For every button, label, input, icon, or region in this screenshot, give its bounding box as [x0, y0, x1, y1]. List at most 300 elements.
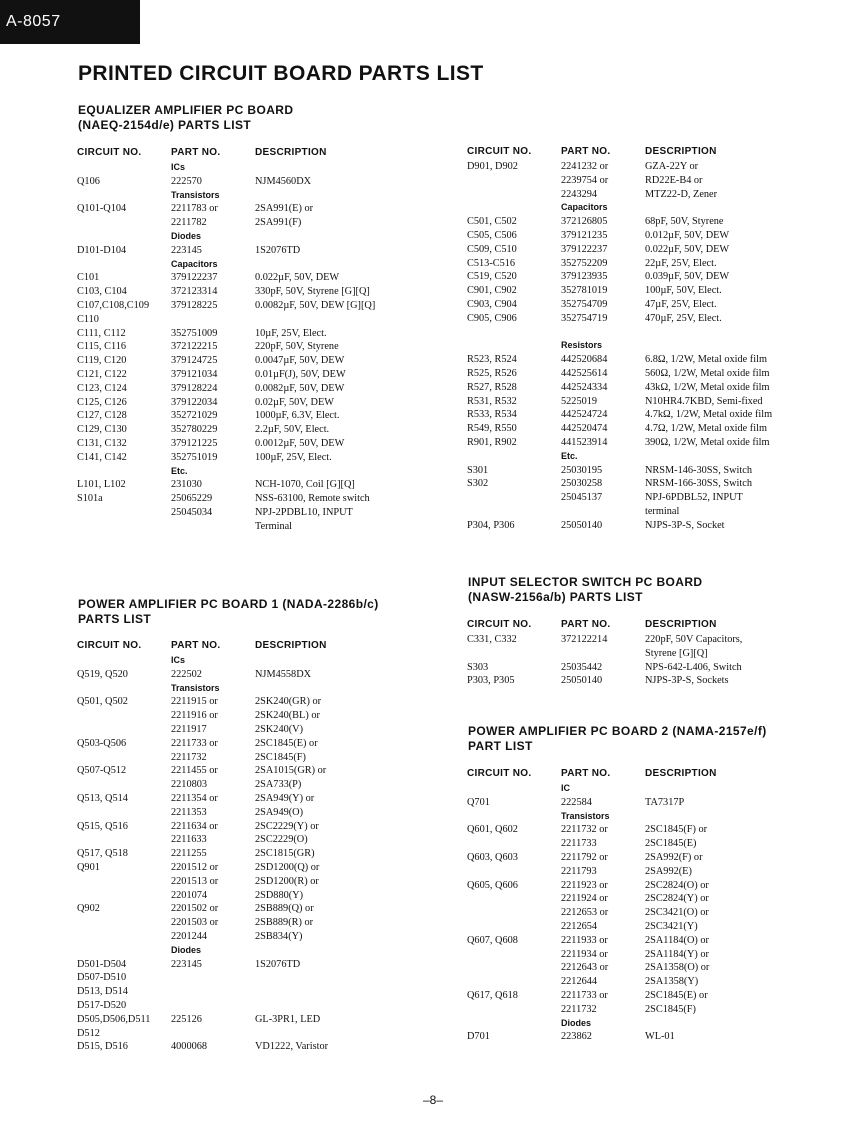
circuit-no-cell: C111, C112: [77, 327, 126, 339]
part-no-cell: 2211255: [171, 848, 207, 860]
part-no-cell: 25035442: [561, 661, 603, 673]
description-cell: 2SK240(GR) or: [255, 696, 322, 708]
part-no-cell: 2211634 or: [171, 820, 218, 832]
part-no-cell: 2239754 or: [561, 174, 609, 186]
part-no-cell: 372122215: [171, 341, 218, 353]
circuit-no-cell: [77, 216, 171, 230]
part-no-cell: 2201502 or: [171, 903, 219, 915]
description-cell: 1S2076TD: [255, 958, 301, 970]
circuit-no-cell: [467, 188, 561, 202]
circuit-no-cell: C107,C108,C109: [77, 299, 150, 311]
table-row: [77, 875, 420, 889]
circuit-no-cell: [467, 491, 561, 505]
page-title: PRINTED CIRCUIT BOARD PARTS LIST: [78, 62, 484, 85]
circuit-no-cell: D505,D506,D511: [77, 1013, 151, 1025]
description-cell: VD1222, Varistor: [255, 1041, 329, 1053]
circuit-no-cell: S101a: [77, 493, 103, 505]
part-no-cell: 442525614: [561, 367, 608, 379]
table-row: [77, 668, 420, 682]
table-row: [467, 477, 810, 491]
description-cell: 68pF, 50V, Styrene: [645, 216, 724, 228]
section-title: POWER AMPLIFIER PC BOARD 2 (NAMA-2157e/f): [468, 724, 767, 738]
table-row: [77, 327, 420, 341]
part-no-cell: [171, 971, 255, 985]
description-cell: [255, 313, 420, 327]
part-no-cell: [561, 326, 645, 340]
circuit-no-cell: [77, 520, 171, 534]
table-row: [77, 1040, 420, 1054]
table-row: [77, 985, 420, 999]
part-no-cell: 225126: [171, 1013, 202, 1025]
part-no-cell: 25045034: [171, 506, 213, 518]
part-no-cell: 379128224: [171, 382, 218, 394]
description-cell: 2.2µF, 50V, Elect.: [255, 424, 330, 436]
part-no-cell: 352781019: [561, 285, 608, 297]
description-cell: Terminal: [255, 520, 293, 532]
circuit-no-cell: [77, 709, 171, 723]
description-cell: 2SD1200(R) or: [255, 875, 319, 887]
circuit-no-cell: R525, R526: [467, 367, 517, 379]
part-no-cell: [171, 520, 255, 534]
part-no-cell: 2212653 or: [561, 907, 609, 919]
part-no-cell: 2211924 or: [561, 893, 608, 905]
circuit-no-cell: C103, C104: [77, 286, 127, 298]
table-row: [77, 999, 420, 1013]
circuit-no-cell: [77, 723, 171, 737]
table-row: [77, 175, 420, 189]
part-no-cell: 2210803: [171, 779, 208, 791]
part-no-cell: 231030: [171, 479, 202, 491]
table-row: [467, 160, 810, 174]
circuit-no-cell: C131, C132: [77, 437, 127, 449]
part-no-cell: 2211732: [561, 1003, 597, 1015]
table-row: [467, 519, 810, 533]
circuit-no-cell: [467, 1003, 561, 1017]
description-cell: NJPS-3P-S, Socket: [645, 519, 725, 531]
table-row: [77, 202, 420, 216]
description-cell: NCH-1070, Coil [G][Q]: [255, 479, 355, 491]
circuit-no-cell: Q603, Q603: [467, 851, 518, 863]
circuit-no-cell: [77, 916, 171, 930]
column-header-description: DESCRIPTION: [255, 640, 327, 651]
table-row: [467, 270, 810, 284]
part-no-cell: 379128225: [171, 299, 218, 311]
description-cell: 2SC1845(F): [645, 1003, 696, 1015]
column-header-circuit-no: CIRCUIT NO.: [77, 147, 142, 158]
table-row: [77, 723, 420, 737]
circuit-no-cell: Q101-Q104: [77, 203, 127, 215]
description-cell: 470µF, 25V, Elect.: [645, 312, 722, 324]
part-no-cell: 2211732 or: [561, 824, 608, 836]
description-cell: 47µF, 25V, Elect.: [645, 298, 717, 310]
description-cell: 390Ω, 1/2W, Metal oxide film: [645, 436, 770, 448]
circuit-no-cell: C115, C116: [77, 341, 127, 353]
section-title: EQUALIZER AMPLIFIER PC BOARD: [78, 103, 294, 117]
part-no-cell: 2211916 or: [171, 710, 218, 722]
table-row: [77, 437, 420, 451]
part-no-cell: 2211354 or: [171, 792, 218, 804]
description-cell: 2SA1184(O) or: [645, 934, 709, 946]
pa1-board-table: [77, 638, 420, 1054]
group-label: Diodes: [561, 1017, 592, 1028]
table-row: [77, 396, 420, 410]
table-row: [467, 647, 810, 661]
part-no-cell: 352754709: [561, 298, 608, 310]
description-cell: WL-01: [645, 1031, 675, 1043]
table-row: [77, 889, 420, 903]
part-no-cell: 2211633: [171, 834, 207, 846]
part-no-cell: 2211915 or: [171, 696, 218, 708]
description-cell: Styrene [G][Q]: [645, 647, 708, 659]
circuit-no-cell: [77, 889, 171, 903]
circuit-no-cell: R549, R550: [467, 423, 517, 435]
group-spacer: [467, 810, 561, 824]
circuit-no-cell: C509, C510: [467, 243, 517, 255]
table-row: [77, 792, 420, 806]
circuit-no-cell: Q106: [77, 175, 100, 187]
group-spacer: [467, 782, 561, 796]
circuit-no-cell: D512: [77, 1027, 100, 1039]
part-no-cell: 379124725: [171, 355, 218, 367]
group-label: Transistors: [171, 682, 220, 693]
description-cell: 2SA992(F) or: [645, 851, 703, 863]
table-row: [467, 188, 810, 202]
column-header-description: DESCRIPTION: [645, 619, 717, 630]
part-no-cell: 379122034: [171, 396, 218, 408]
table-row: [467, 906, 810, 920]
description-cell: 2SK240(V): [255, 723, 304, 735]
description-cell: 2SB889(Q) or: [255, 903, 314, 915]
circuit-no-cell: Q902: [77, 903, 100, 915]
circuit-no-cell: C331, C332: [467, 634, 517, 645]
group-heading: [467, 782, 810, 796]
description-cell: 2SC1845(E) or: [645, 989, 708, 1001]
description-cell: 0.0082µF, 50V, DEW [G][Q]: [255, 299, 376, 311]
circuit-no-cell: Q501, Q502: [77, 696, 128, 708]
table-row: [467, 823, 810, 837]
table-row: [467, 865, 810, 879]
table-row: [77, 902, 420, 916]
table-row: [77, 478, 420, 492]
group-spacer: [467, 201, 561, 215]
description-cell: 220pF, 50V, Styrene: [255, 341, 339, 353]
table-row: [467, 505, 810, 519]
part-no-cell: 2211733: [561, 838, 597, 850]
circuit-no-cell: [77, 806, 171, 820]
part-no-cell: 352721029: [171, 410, 218, 422]
group-spacer: [77, 189, 171, 203]
description-cell: 2SC1845(E): [645, 838, 697, 850]
circuit-no-cell: [467, 948, 561, 962]
table-row: [77, 216, 420, 230]
circuit-no-cell: [467, 906, 561, 920]
part-no-cell: 2201512 or: [171, 861, 219, 873]
circuit-no-cell: Q503-Q506: [77, 737, 127, 749]
table-row: [77, 847, 420, 861]
table-row: [467, 796, 810, 810]
part-no-cell: 352751019: [171, 451, 218, 463]
table-row: [467, 284, 810, 298]
table-row: [77, 313, 420, 327]
circuit-no-cell: C127, C128: [77, 410, 127, 422]
table-row: [77, 778, 420, 792]
description-cell: NJPS-3P-S, Sockets: [645, 675, 729, 687]
table-row: [77, 695, 420, 709]
group-heading: [467, 1017, 810, 1031]
description-cell: 0.0012µF, 50V, DEW: [255, 437, 345, 449]
part-no-cell: 223145: [171, 958, 202, 970]
part-no-cell: [171, 313, 255, 327]
circuit-no-cell: C119, C120: [77, 355, 127, 367]
table-row: [467, 395, 810, 409]
table-header: [467, 617, 810, 633]
part-no-cell: 2211917: [171, 723, 207, 735]
part-no-cell: 2211793: [561, 865, 597, 877]
part-no-cell: 2211732: [171, 751, 207, 763]
table-row: [77, 382, 420, 396]
description-cell: terminal: [645, 505, 680, 517]
circuit-no-cell: S302: [467, 478, 489, 490]
table-row: [77, 709, 420, 723]
column-header-part-no: PART NO.: [561, 146, 611, 157]
part-no-cell: 2211933 or: [561, 934, 608, 946]
pa1-continued-table: [467, 144, 810, 533]
description-cell: 2SC1845(E) or: [255, 737, 318, 749]
description-cell: NRSM-146-30SS, Switch: [645, 464, 752, 476]
table-row: [77, 764, 420, 778]
part-no-cell: 222570: [171, 175, 202, 187]
part-no-cell: 379122237: [561, 243, 608, 255]
part-no-cell: [561, 647, 645, 661]
circuit-no-cell: C501, C502: [467, 216, 517, 228]
part-no-cell: 352754719: [561, 312, 608, 324]
table-row: [467, 367, 810, 381]
table-row: [77, 971, 420, 985]
description-cell: TA7317P: [645, 796, 685, 808]
circuit-no-cell: Q519, Q520: [77, 668, 128, 680]
table-row: [77, 285, 420, 299]
circuit-no-cell: [467, 892, 561, 906]
circuit-no-cell: [467, 837, 561, 851]
part-no-cell: 222584: [561, 796, 592, 808]
table-row: [77, 271, 420, 285]
part-no-cell: 2201074: [171, 889, 208, 901]
description-cell: 10µF, 25V, Elect.: [255, 327, 327, 339]
eq-board-table: [77, 145, 420, 534]
circuit-no-cell: D517-D520: [77, 999, 127, 1011]
group-label: Etc.: [561, 450, 578, 461]
section-title: INPUT SELECTOR SWITCH PC BOARD: [468, 575, 703, 589]
description-cell: 6.8Ω, 1/2W, Metal oxide film: [645, 354, 767, 366]
isw-board-table: [467, 617, 810, 688]
circuit-no-cell: [467, 975, 561, 989]
part-no-cell: 2211923 or: [561, 879, 608, 891]
table-row: [467, 174, 810, 188]
part-no-cell: 372122214: [561, 634, 608, 645]
table-header: [77, 145, 420, 161]
description-cell: 2SC2824(O) or: [645, 879, 709, 891]
group-heading: [77, 258, 420, 272]
column-header-description: DESCRIPTION: [645, 768, 717, 779]
group-heading: [77, 654, 420, 668]
description-cell: NPJ-6PDBL52, INPUT: [645, 492, 743, 504]
section-subtitle: PARTS LIST: [78, 612, 152, 626]
description-cell: 2SB889(R) or: [255, 917, 314, 929]
table-row: [467, 920, 810, 934]
description-cell: NJM4560DX: [255, 175, 312, 187]
description-cell: 330pF, 50V, Styrene [G][Q]: [255, 286, 370, 298]
part-no-cell: 223862: [561, 1031, 592, 1043]
table-row: [467, 464, 810, 478]
circuit-no-cell: R523, R524: [467, 354, 517, 366]
table-row: [77, 916, 420, 930]
table-row: [467, 408, 810, 422]
column-header-circuit-no: CIRCUIT NO.: [467, 619, 532, 630]
circuit-no-cell: C123, C124: [77, 382, 127, 394]
description-cell: 100µF, 50V, Elect.: [645, 285, 722, 297]
part-no-cell: 441523914: [561, 436, 608, 448]
part-no-cell: 442524724: [561, 409, 608, 421]
description-cell: 0.022µF, 50V, DEW: [255, 272, 340, 284]
part-no-cell: 2212644: [561, 976, 598, 988]
part-no-cell: 2243294: [561, 188, 598, 200]
circuit-no-cell: [77, 751, 171, 765]
table-row: [77, 930, 420, 944]
column-header-circuit-no: CIRCUIT NO.: [467, 768, 532, 779]
group-heading: [77, 944, 420, 958]
group-heading: [77, 682, 420, 696]
column-header-description: DESCRIPTION: [645, 146, 717, 157]
table-row: [467, 298, 810, 312]
description-cell: GZA-22Y or: [645, 161, 699, 172]
circuit-no-cell: Q507-Q512: [77, 765, 127, 777]
circuit-no-cell: Q607, Q608: [467, 934, 518, 946]
table-row: [467, 353, 810, 367]
group-label: Transistors: [561, 810, 610, 821]
pa1-board-title: [78, 597, 379, 627]
circuit-no-cell: C121, C122: [77, 368, 127, 380]
description-cell: 2SC1845(F): [255, 751, 306, 763]
circuit-no-cell: C903, C904: [467, 298, 517, 310]
part-no-cell: 2211353: [171, 806, 207, 818]
description-cell: 2SC3421(O) or: [645, 907, 709, 919]
part-no-cell: 222502: [171, 668, 202, 680]
group-heading: [77, 161, 420, 175]
table-row: [77, 423, 420, 437]
table-row: [467, 633, 810, 647]
description-cell: 0.012µF, 50V, DEW: [645, 229, 730, 241]
part-no-cell: 25045137: [561, 492, 603, 504]
circuit-no-cell: C110: [77, 313, 99, 325]
part-no-cell: 379122237: [171, 272, 218, 284]
circuit-no-cell: C901, C902: [467, 285, 517, 297]
circuit-no-cell: Q617, Q618: [467, 989, 518, 1001]
table-header: [77, 638, 420, 654]
group-label: ICs: [171, 655, 186, 665]
circuit-no-cell: Q517, Q518: [77, 848, 128, 860]
part-no-cell: 379121034: [171, 368, 218, 380]
part-no-cell: 25030258: [561, 478, 603, 490]
table-row: [77, 737, 420, 751]
table-row: [77, 340, 420, 354]
group-label: ICs: [171, 162, 186, 172]
group-spacer: [77, 230, 171, 244]
part-no-cell: 5225019: [561, 395, 598, 407]
group-spacer: [77, 258, 171, 272]
isw-board-title: [468, 575, 702, 605]
part-no-cell: 352780229: [171, 424, 218, 436]
table-row: [467, 1030, 810, 1044]
part-no-cell: 379121235: [561, 229, 608, 241]
table-row: [467, 422, 810, 436]
part-no-cell: 2211792 or: [561, 851, 608, 863]
part-no-cell: 352751009: [171, 327, 218, 339]
part-no-cell: 379121225: [171, 437, 218, 449]
circuit-no-cell: [77, 833, 171, 847]
part-no-cell: 2211733 or: [171, 737, 218, 749]
part-no-cell: 223145: [171, 244, 202, 256]
circuit-no-cell: R531, R532: [467, 395, 517, 407]
circuit-no-cell: [467, 961, 561, 975]
part-no-cell: 2211934 or: [561, 948, 608, 960]
circuit-no-cell: D515, D516: [77, 1041, 128, 1053]
table-row: [77, 409, 420, 423]
table-row: [467, 215, 810, 229]
table-row: [77, 861, 420, 875]
table-row: [467, 851, 810, 865]
circuit-no-cell: C141, C142: [77, 451, 127, 463]
part-no-cell: 442524334: [561, 381, 608, 393]
part-no-cell: 372123314: [171, 286, 218, 298]
table-row: [77, 820, 420, 834]
part-no-cell: 2211733 or: [561, 989, 608, 1001]
circuit-no-cell: R901, R902: [467, 436, 517, 448]
table-row: [77, 451, 420, 465]
circuit-no-cell: [77, 506, 171, 520]
table-row: [467, 892, 810, 906]
circuit-no-cell: [467, 174, 561, 188]
circuit-no-cell: C519, C520: [467, 271, 517, 283]
description-cell: 2SA991(E) or: [255, 203, 314, 215]
table-row: [467, 661, 810, 675]
description-cell: 2SA1015(GR) or: [255, 765, 327, 777]
description-cell: NPS-642-L406, Switch: [645, 661, 742, 673]
circuit-no-cell: [467, 865, 561, 879]
description-cell: 2SC2229(Y) or: [255, 820, 319, 832]
table-row: [77, 751, 420, 765]
eq-board-title: [78, 103, 293, 133]
group-label: Diodes: [171, 944, 202, 955]
description-cell: 0.022µF, 50V, DEW: [645, 243, 730, 255]
table-header: [467, 766, 810, 782]
description-cell: 2SA1358(Y): [645, 976, 699, 988]
description-cell: 220pF, 50V Capacitors,: [645, 634, 743, 645]
description-cell: N10HR4.7KBD, Semi-fixed: [645, 395, 763, 407]
group-spacer: [77, 161, 171, 175]
table-row: [467, 312, 810, 326]
circuit-no-cell: [467, 505, 561, 519]
group-label: Capacitors: [561, 202, 608, 213]
group-label: Diodes: [171, 230, 202, 241]
circuit-no-cell: [77, 930, 171, 944]
circuit-no-cell: L101, L102: [77, 479, 126, 491]
table-row: [77, 368, 420, 382]
group-heading: [77, 189, 420, 203]
group-heading: [467, 201, 810, 215]
description-cell: 2SC1845(F) or: [645, 824, 708, 836]
circuit-no-cell: [77, 875, 171, 889]
part-no-cell: 25050140: [561, 675, 603, 687]
